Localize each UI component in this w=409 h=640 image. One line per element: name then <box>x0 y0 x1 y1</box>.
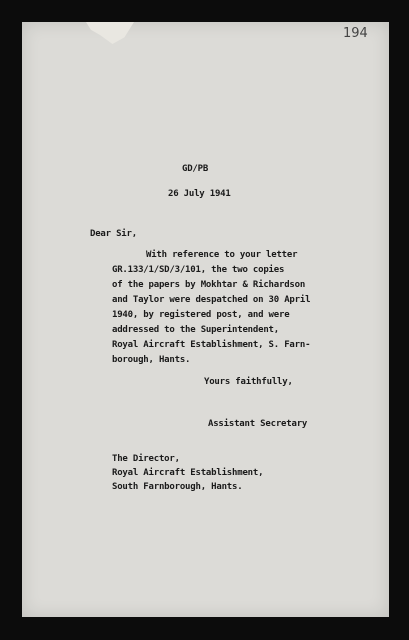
body-line: With reference to your letter <box>146 250 298 260</box>
addressee-line: Royal Aircraft Establishment, <box>112 468 264 478</box>
addressee-line: South Farnborough, Hants. <box>112 482 243 492</box>
body-line: and Taylor were despatched on 30 April <box>112 295 311 305</box>
body-line: addressed to the Superintendent, <box>112 325 279 335</box>
folio-number: 194 <box>343 26 368 41</box>
addressee-line: The Director, <box>112 454 180 464</box>
salutation: Dear Sir, <box>90 229 137 239</box>
body-line: of the papers by Mokhtar & Richardson <box>112 280 306 290</box>
body-line: borough, Hants. <box>112 355 191 365</box>
torn-corner <box>86 22 134 44</box>
body-line: 1940, by registered post, and were <box>112 310 290 320</box>
body-line: GR.133/1/SD/3/101, the two copies <box>112 265 285 275</box>
letter-date: 26 July 1941 <box>168 189 231 199</box>
reference-code: GD/PB <box>182 164 209 174</box>
closing: Yours faithfully, <box>204 377 293 387</box>
signatory-title: Assistant Secretary <box>208 419 308 429</box>
body-line: Royal Aircraft Establishment, S. Farn- <box>112 340 311 350</box>
letter-sheet <box>22 22 389 617</box>
